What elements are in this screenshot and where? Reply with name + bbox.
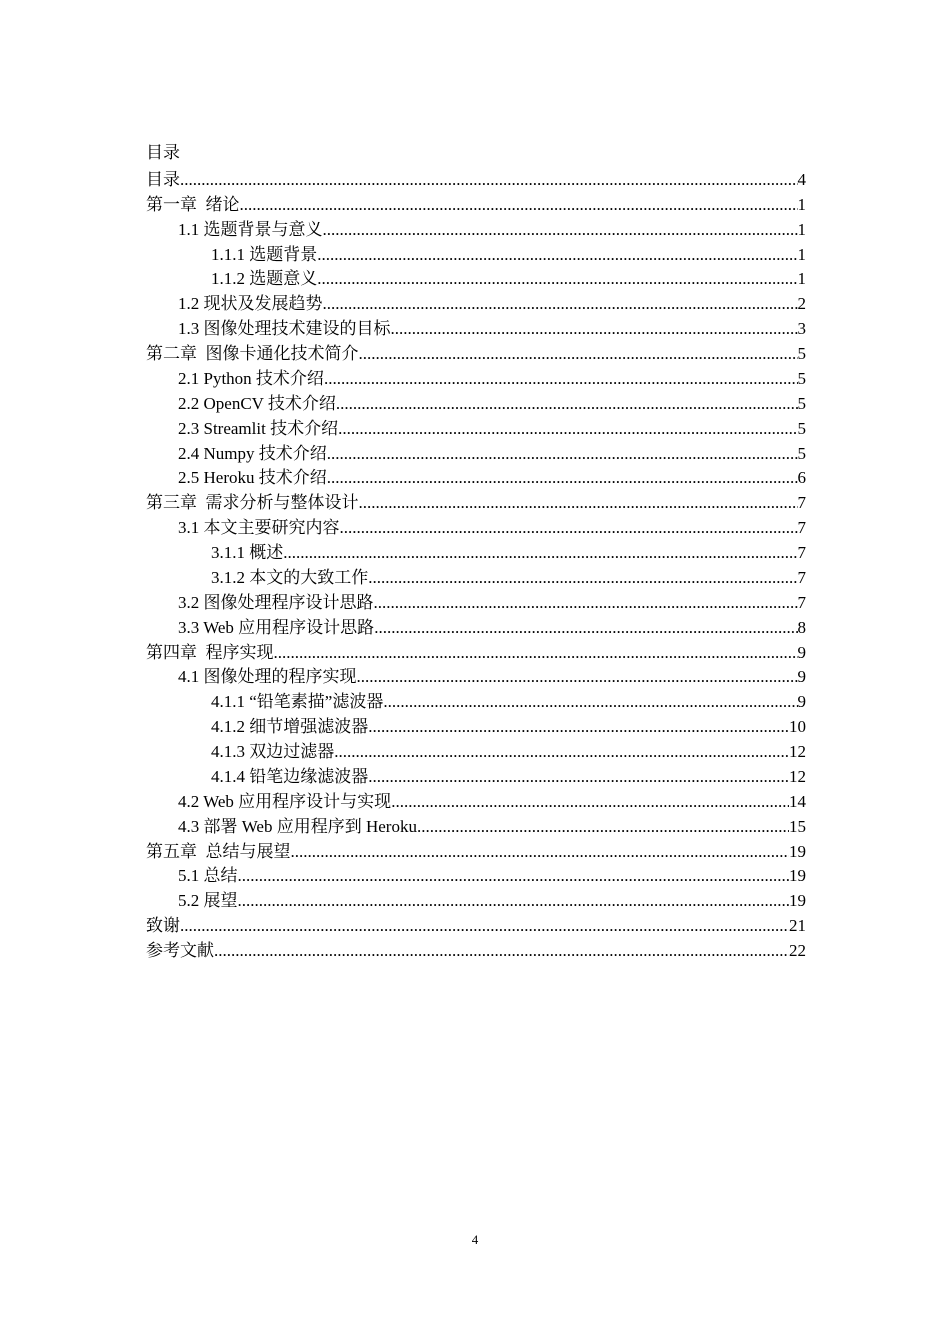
toc-dot-leader xyxy=(417,815,789,839)
toc-entry[interactable] xyxy=(146,441,806,466)
toc-dot-leader xyxy=(340,516,798,540)
toc-dot-leader xyxy=(338,417,797,441)
toc-entry-title: 3.1.2 本文的大致工作 xyxy=(211,567,369,587)
toc-entry-title: 4.1.1 “铅笔素描”滤波器 xyxy=(211,692,384,712)
toc-entry-page-number: 14 xyxy=(789,791,806,811)
toc-entry[interactable] xyxy=(146,789,806,814)
page-title: 目录 xyxy=(146,143,180,162)
toc-dot-leader xyxy=(357,665,798,689)
toc-entry[interactable] xyxy=(146,490,806,515)
toc-entry-title: 1.2 现状及发展趋势 xyxy=(178,294,323,314)
toc-entry-page-number: 5 xyxy=(797,393,806,413)
toc-entry-page-number: 5 xyxy=(797,368,806,388)
toc-entry-page-number: 1 xyxy=(797,194,806,214)
toc-dot-leader xyxy=(180,914,789,938)
toc-dot-leader xyxy=(238,864,790,888)
toc-entry[interactable] xyxy=(146,714,806,739)
toc-dot-leader xyxy=(334,740,789,764)
toc-entry-page-number: 8 xyxy=(797,617,806,637)
toc-entry-title: 4.1 图像处理的程序实现 xyxy=(178,667,357,687)
toc-dot-leader xyxy=(238,889,790,913)
toc-entry[interactable] xyxy=(146,267,806,292)
toc-entry-title: 第四章 程序实现 xyxy=(146,642,274,662)
toc-dot-leader xyxy=(327,466,798,490)
toc-entry-title: 第五章 总结与展望 xyxy=(146,841,291,861)
toc-entry[interactable] xyxy=(146,515,806,540)
toc-dot-leader xyxy=(374,616,797,640)
toc-entry-page-number: 7 xyxy=(797,592,806,612)
toc-dot-leader xyxy=(214,939,789,963)
toc-dot-leader xyxy=(383,690,797,714)
toc-entry-page-number: 9 xyxy=(797,667,806,687)
toc-entry[interactable] xyxy=(146,839,806,864)
toc-entry-title: 目录 xyxy=(146,169,180,189)
toc-entry-page-number: 21 xyxy=(789,916,806,936)
toc-entry[interactable] xyxy=(146,689,806,714)
toc-entry-page-number: 12 xyxy=(789,742,806,761)
toc-entry[interactable] xyxy=(146,316,806,341)
toc-entry-title: 2.5 Heroku 技术介绍 xyxy=(178,468,327,488)
toc-entry[interactable] xyxy=(146,888,806,913)
toc-dot-leader xyxy=(368,566,797,590)
toc-entry-page-number: 19 xyxy=(789,891,806,911)
toc-entry[interactable] xyxy=(146,366,806,391)
toc-entry-title: 1.1.1 选题背景 xyxy=(211,244,318,264)
toc-entry-page-number: 7 xyxy=(797,493,806,513)
toc-dot-leader xyxy=(324,367,798,391)
toc-entry[interactable] xyxy=(146,466,806,491)
toc-entry-title: 2.3 Streamlit 技术介绍 xyxy=(178,418,339,438)
toc-entry[interactable] xyxy=(146,913,806,938)
toc-dot-leader xyxy=(359,342,798,366)
toc-entry-title: 4.1.2 细节增强滤波器 xyxy=(211,717,369,737)
toc-entry-title: 2.1 Python 技术介绍 xyxy=(178,368,324,388)
toc-entry[interactable] xyxy=(146,540,806,565)
toc-entry-page-number: 2 xyxy=(797,294,806,314)
toc-dot-leader xyxy=(391,790,789,814)
toc-entry-page-number: 7 xyxy=(797,543,806,562)
toc-entry[interactable] xyxy=(146,416,806,441)
toc-entry-page-number: 9 xyxy=(797,642,806,662)
toc-entry-title: 4.2 Web 应用程序设计与实现 xyxy=(178,791,392,811)
toc-entry-page-number: 22 xyxy=(789,941,806,960)
toc-entry-page-number: 1 xyxy=(797,244,806,264)
toc-entry-page-number: 6 xyxy=(797,468,806,488)
toc-entry-title: 3.2 图像处理程序设计思路 xyxy=(178,592,374,612)
toc-entry[interactable] xyxy=(146,242,806,267)
toc-dot-leader xyxy=(274,641,798,665)
table-of-contents xyxy=(146,167,806,963)
toc-entry-title: 4.3 部署 Web 应用程序到 Heroku xyxy=(178,816,417,836)
toc-dot-leader xyxy=(359,491,798,515)
toc-entry-title: 2.4 Numpy 技术介绍 xyxy=(178,443,327,463)
toc-entry[interactable] xyxy=(146,565,806,590)
toc-entry-title: 3.1.1 概述 xyxy=(211,543,284,562)
toc-dot-leader xyxy=(317,267,797,291)
toc-entry[interactable] xyxy=(146,739,806,764)
toc-entry-title: 3.1 本文主要研究内容 xyxy=(178,518,340,538)
toc-entry[interactable] xyxy=(146,764,806,789)
toc-dot-leader xyxy=(323,292,798,316)
toc-entry-page-number: 19 xyxy=(789,841,806,861)
toc-entry-page-number: 9 xyxy=(797,692,806,712)
toc-entry[interactable] xyxy=(146,217,806,242)
toc-entry-title: 致谢 xyxy=(146,916,180,936)
toc-entry[interactable] xyxy=(146,341,806,366)
toc-dot-leader xyxy=(323,218,798,242)
toc-entry-title: 第二章 图像卡通化技术简介 xyxy=(146,344,359,363)
toc-entry-page-number: 3 xyxy=(797,319,806,339)
toc-entry-title: 4.1.3 双边过滤器 xyxy=(211,742,335,761)
toc-entry-page-number: 5 xyxy=(797,418,806,438)
toc-entry-title: 参考文献 xyxy=(146,941,214,960)
toc-dot-leader xyxy=(291,840,790,864)
toc-entry[interactable] xyxy=(146,665,806,690)
toc-entry[interactable] xyxy=(146,192,806,217)
toc-entry-page-number: 1 xyxy=(797,219,806,239)
toc-entry-title: 第一章 绪论 xyxy=(146,194,240,214)
toc-entry-page-number: 1 xyxy=(797,269,806,289)
toc-entry[interactable] xyxy=(146,167,806,192)
toc-entry-page-number: 7 xyxy=(797,567,806,587)
toc-entry-page-number: 5 xyxy=(797,443,806,463)
toc-entry-page-number: 7 xyxy=(797,518,806,538)
toc-dot-leader xyxy=(283,541,797,565)
toc-entry-title: 第三章 需求分析与整体设计 xyxy=(146,493,359,513)
toc-entry[interactable] xyxy=(146,814,806,839)
toc-entry[interactable] xyxy=(146,615,806,640)
toc-entry-title: 1.1.2 选题意义 xyxy=(211,269,318,289)
toc-dot-leader xyxy=(317,243,797,267)
footer-page-number: 4 xyxy=(471,1232,479,1247)
toc-dot-leader xyxy=(374,591,798,615)
toc-dot-leader xyxy=(368,765,789,789)
toc-dot-leader xyxy=(336,392,798,416)
toc-entry-page-number: 19 xyxy=(789,866,806,886)
toc-entry[interactable] xyxy=(146,590,806,615)
toc-entry[interactable] xyxy=(146,640,806,665)
toc-entry[interactable] xyxy=(146,391,806,416)
toc-entry-page-number: 4 xyxy=(797,169,806,189)
toc-dot-leader xyxy=(368,715,789,739)
toc-entry-title: 5.1 总结 xyxy=(178,866,238,886)
toc-entry-page-number: 12 xyxy=(789,766,806,786)
toc-entry-title: 3.3 Web 应用程序设计思路 xyxy=(178,617,375,637)
toc-entry-title: 5.2 展望 xyxy=(178,891,238,911)
toc-entry-title: 1.1 选题背景与意义 xyxy=(178,219,323,239)
toc-entry[interactable] xyxy=(146,864,806,889)
toc-entry[interactable] xyxy=(146,291,806,316)
toc-entry[interactable] xyxy=(146,938,806,963)
toc-dot-leader xyxy=(391,317,798,341)
toc-dot-leader xyxy=(180,168,798,192)
toc-dot-leader xyxy=(240,193,798,217)
toc-entry-page-number: 5 xyxy=(797,344,806,363)
toc-entry-title: 4.1.4 铅笔边缘滤波器 xyxy=(211,766,369,786)
toc-entry-page-number: 10 xyxy=(789,717,806,737)
toc-entry-page-number: 15 xyxy=(789,816,806,836)
toc-entry-title: 1.3 图像处理技术建设的目标 xyxy=(178,319,391,339)
toc-dot-leader xyxy=(327,442,798,466)
toc-entry-title: 2.2 OpenCV 技术介绍 xyxy=(178,393,336,413)
